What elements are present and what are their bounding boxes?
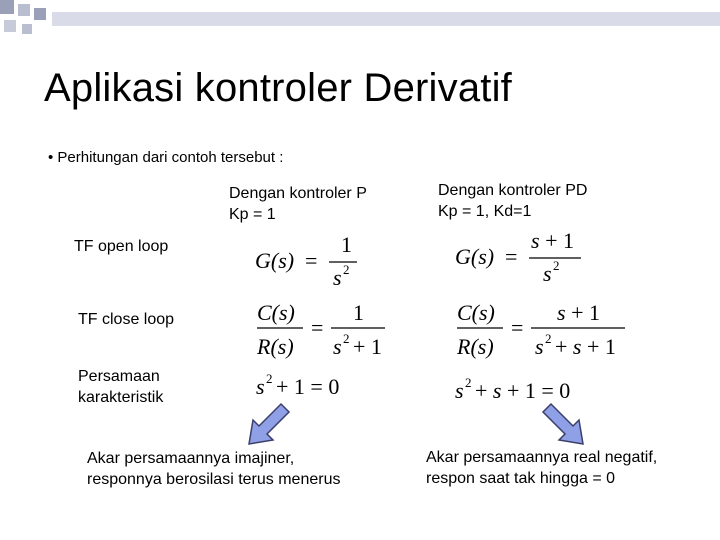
svg-text:G(s): G(s): [255, 248, 295, 273]
svg-text:s: s: [543, 261, 552, 286]
svg-text:+ s + 1 = 0: + s + 1 = 0: [475, 378, 571, 403]
row-label-char-line2: karakteristik: [78, 389, 164, 406]
svg-text:R(s): R(s): [257, 334, 294, 359]
svg-text:s: s: [535, 334, 544, 359]
svg-text:+ 1 = 0: + 1 = 0: [276, 374, 340, 399]
p-header-line1: Dengan kontroler P: [229, 185, 367, 202]
svg-text:2: 2: [343, 331, 350, 346]
bullet-text: • Perhitungan dari contoh tersebut :: [48, 149, 284, 166]
svg-text:+ s + 1: + s + 1: [555, 334, 616, 359]
pd-close-loop-equation: [457, 298, 632, 362]
p-conclusion: [87, 448, 340, 490]
row-label-char-line1: Persamaan: [78, 368, 160, 385]
pd-conclusion-line2: respon saat tak hingga = 0: [426, 470, 616, 487]
p-conclusion-line2: responnya berosilasi terus menerus: [87, 471, 341, 488]
p-close-loop-equation: [257, 298, 397, 362]
header-decoration: [0, 0, 720, 50]
p-open-loop-equation: [255, 232, 365, 294]
arrow-down-right-icon: [539, 402, 589, 448]
pd-conclusion: [426, 447, 657, 489]
svg-text:s: s: [455, 378, 464, 403]
pd-header-line1: Dengan kontroler PD: [438, 182, 588, 199]
svg-text:s: s: [333, 334, 342, 359]
svg-text:=: =: [305, 248, 318, 273]
page-title: Aplikasi kontroler Derivatif: [44, 66, 512, 110]
svg-text:2: 2: [266, 371, 273, 386]
p-controller-header: [229, 183, 367, 225]
p-conclusion-line1: Akar persamaannya imajiner,: [87, 450, 295, 467]
svg-text:1: 1: [341, 232, 352, 257]
pd-header-line2: Kp = 1, Kd=1: [438, 203, 532, 220]
svg-text:1: 1: [353, 300, 364, 325]
row-label-open-loop: TF open loop: [74, 238, 169, 255]
row-label-characteristic: [78, 366, 163, 408]
svg-text:s + 1: s + 1: [557, 300, 600, 325]
svg-text:R(s): R(s): [457, 334, 494, 359]
pd-open-loop-equation: [455, 228, 595, 290]
svg-text:=: =: [505, 244, 518, 269]
p-characteristic-equation: [256, 370, 356, 402]
row-label-close-loop: TF close loop: [78, 311, 175, 328]
svg-text:2: 2: [553, 258, 560, 273]
svg-text:s: s: [333, 265, 342, 290]
svg-text:C(s): C(s): [257, 300, 295, 325]
svg-text:s + 1: s + 1: [531, 228, 574, 253]
p-header-line2: Kp = 1: [229, 206, 276, 223]
svg-text:2: 2: [545, 331, 552, 346]
svg-text:+ 1: + 1: [353, 334, 382, 359]
svg-text:=: =: [511, 315, 524, 340]
pd-conclusion-line1: Akar persamaannya real negatif,: [426, 449, 658, 466]
svg-text:=: =: [311, 315, 324, 340]
svg-text:2: 2: [343, 262, 350, 277]
arrow-down-left-icon: [243, 402, 293, 448]
svg-text:C(s): C(s): [457, 300, 495, 325]
svg-text:s: s: [256, 374, 265, 399]
svg-text:2: 2: [465, 375, 472, 390]
svg-text:G(s): G(s): [455, 244, 495, 269]
pd-controller-header: [438, 180, 587, 222]
